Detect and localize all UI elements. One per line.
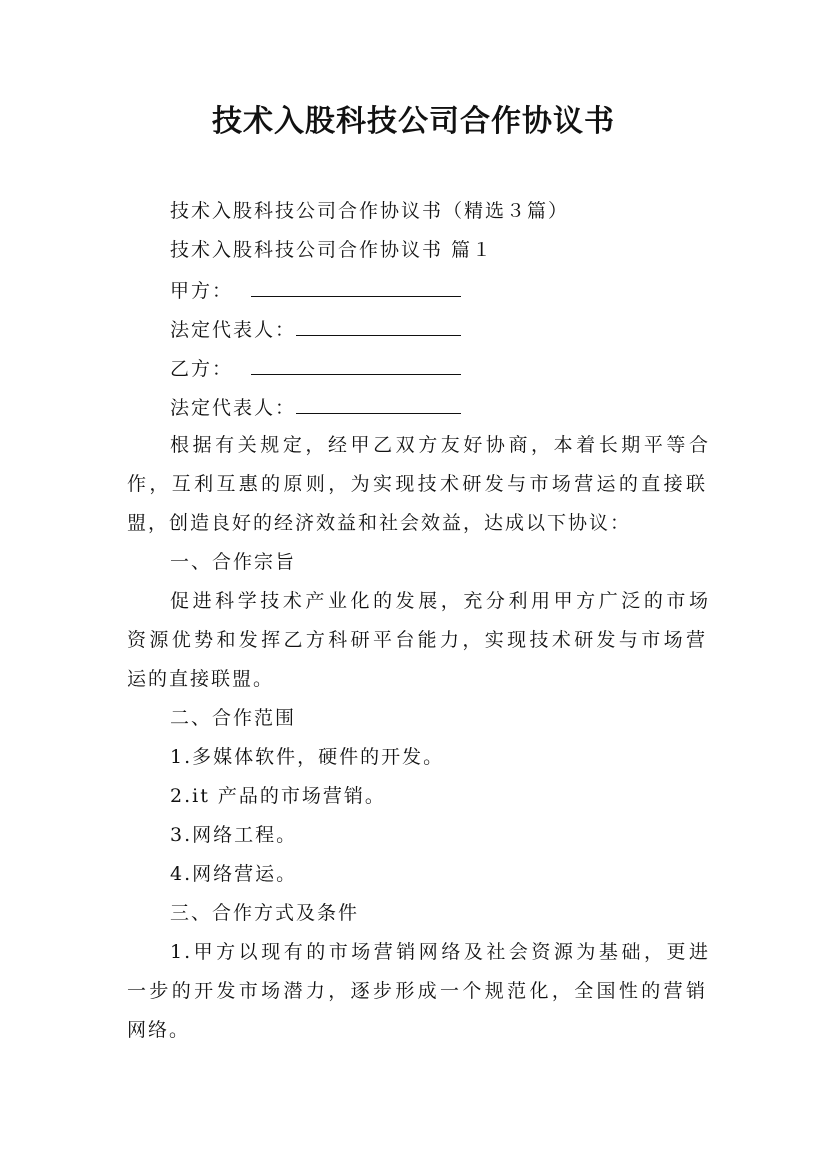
party-b-rep-label: 法定代表人： [170, 397, 297, 419]
party-b-blank [251, 354, 461, 375]
section1-body-line-1: 促进科学技术产业化的发展，充分利用甲方广泛的市场 [170, 590, 710, 612]
section1-heading: 一、合作宗旨 [170, 551, 297, 573]
section1-body-line-3: 运的直接联盟。 [127, 668, 275, 690]
party-b-rep-line [170, 393, 710, 421]
section2-item-1: 1.多媒体软件，硬件的开发。 [170, 746, 445, 768]
party-b-line [170, 354, 710, 382]
party-a-rep-blank [296, 315, 461, 336]
party-b-label: 乙方： [170, 358, 234, 380]
section2-item-3: 3.网络工程。 [170, 824, 298, 846]
document-title: 技术入股科技公司合作协议书 [212, 104, 615, 139]
intro-line-2: 作，互利互惠的原则，为实现技术研发与市场营运的直接联 [127, 473, 707, 495]
party-a-blank [251, 276, 461, 297]
section2-item-4: 4.网络营运。 [170, 863, 298, 885]
section3-heading: 三、合作方式及条件 [170, 902, 360, 924]
party-a-line [170, 276, 710, 304]
party-a-rep-label: 法定代表人： [170, 319, 297, 341]
intro-line-3: 盟，创造良好的经济效益和社会效益，达成以下协议： [127, 512, 632, 534]
part-heading: 技术入股科技公司合作协议书 篇１ [170, 239, 494, 261]
section3-body-line-1: 1.甲方以现有的市场营销网络及社会资源为基础，更进 [170, 941, 710, 963]
party-b-rep-blank [296, 393, 461, 414]
party-a-label: 甲方： [170, 280, 234, 302]
section3-body-line-3: 网络。 [127, 1019, 191, 1041]
section2-heading: 二、合作范围 [170, 707, 297, 729]
section2-item-2: 2.it 产品的市场营销。 [170, 785, 386, 807]
section1-body-line-2: 资源优势和发挥乙方科研平台能力，实现技术研发与市场营 [127, 629, 707, 651]
intro-line-1: 根据有关规定，经甲乙双方友好协商，本着长期平等合 [170, 434, 710, 456]
document-subtitle: 技术入股科技公司合作协议书（精选３篇） [170, 200, 570, 222]
section3-body-line-2: 一步的开发市场潜力，逐步形成一个规范化，全国性的营销 [127, 980, 707, 1002]
party-a-rep-line [170, 315, 710, 343]
